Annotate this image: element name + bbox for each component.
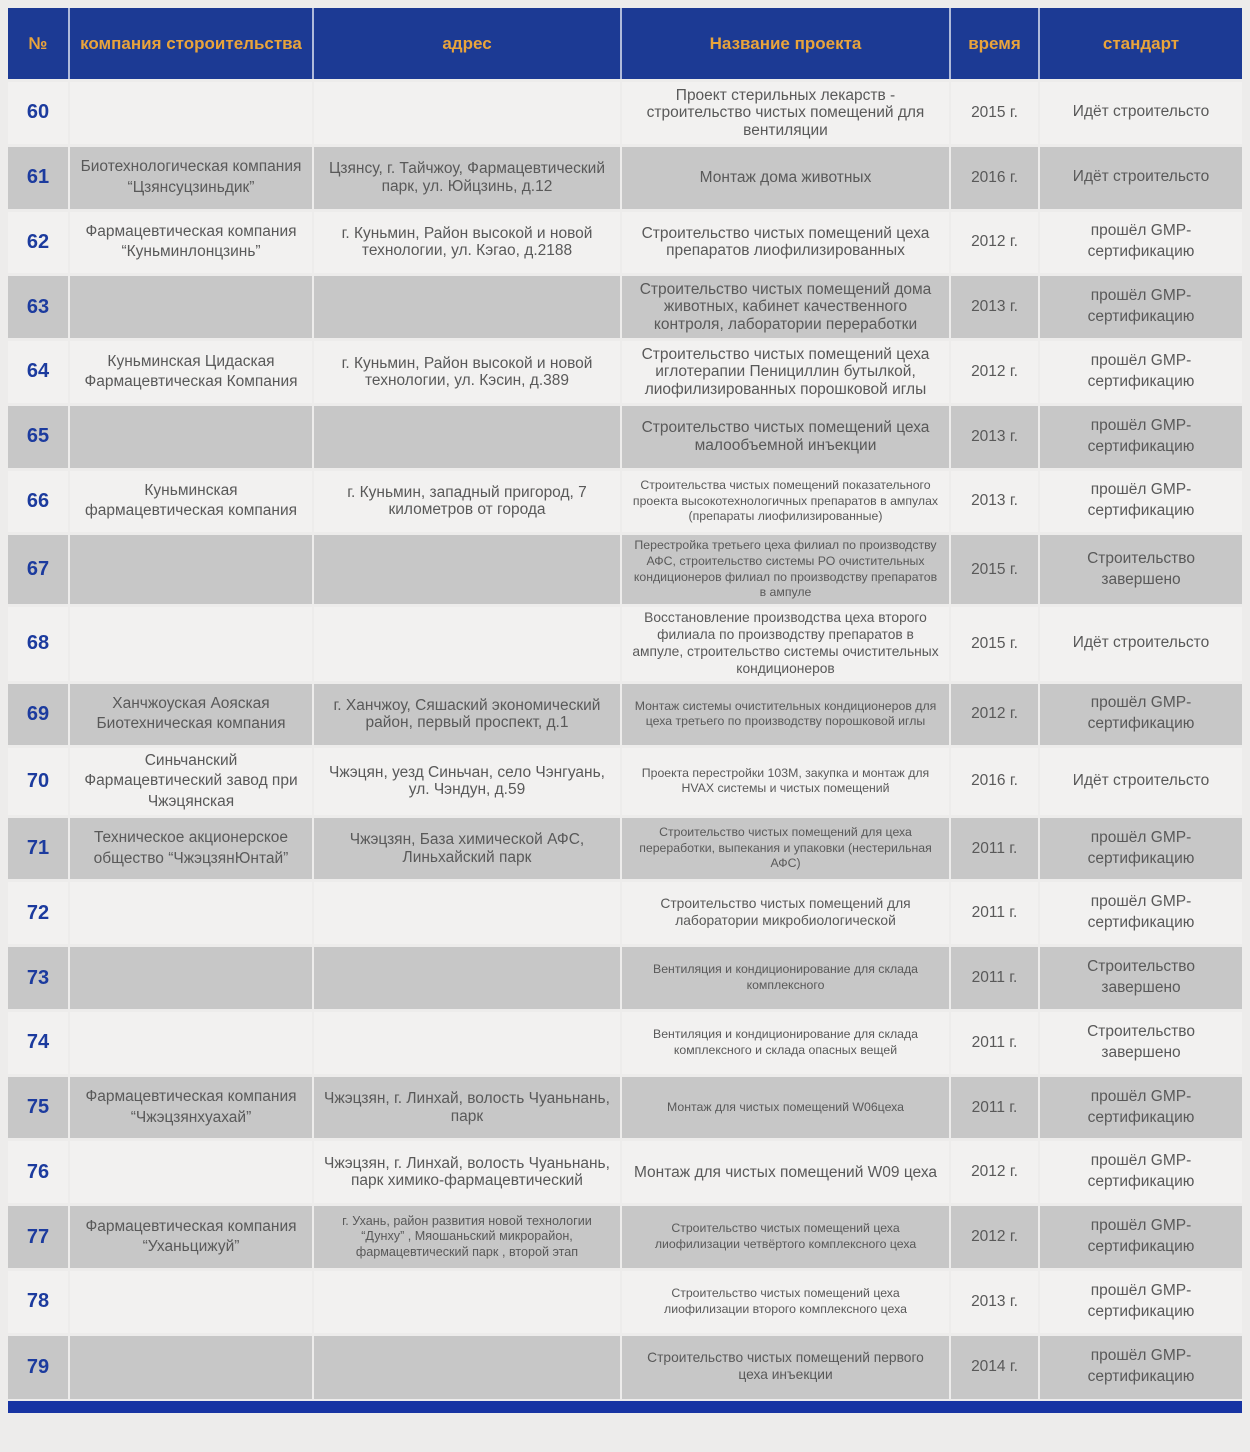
standard-text: прошёл GMP-сертификацию bbox=[1087, 1087, 1195, 1126]
cell-company bbox=[69, 881, 313, 946]
standard-text: Идёт строительсто bbox=[1072, 103, 1210, 121]
table-row bbox=[8, 1269, 1242, 1334]
cell-num: 61 bbox=[8, 145, 69, 210]
cell-address: г. Ханчжоу, Сяшаский экономический район, первый проспект, д.1 bbox=[313, 682, 621, 747]
cell-address: г. Куньмин, западный пригород, 7 километров от города bbox=[313, 469, 621, 534]
cell-time: 2012 г. bbox=[950, 340, 1039, 405]
cell-address bbox=[313, 606, 621, 682]
cell-time: 2011 г. bbox=[950, 881, 1039, 946]
cell-time: 2011 г. bbox=[950, 816, 1039, 881]
standard-text: Строительство завершено bbox=[1087, 958, 1195, 997]
document-page bbox=[0, 8, 1250, 1452]
standard-text: прошёл GMP-сертификацию bbox=[1087, 694, 1195, 733]
cell-address bbox=[313, 1269, 621, 1334]
standard-text: прошёл GMP-сертификацию bbox=[1087, 893, 1195, 932]
table-row bbox=[8, 682, 1242, 747]
cell-time: 2015 г. bbox=[950, 534, 1039, 606]
cell-standard bbox=[1039, 275, 1242, 340]
standard-text: Идёт строительсто bbox=[1072, 772, 1210, 789]
cell-address: Чжэцзян, г. Линхай, волость Чуаньнань, парк bbox=[313, 1075, 621, 1140]
cell-project: Вентиляция и кондиционирование для склада комплексного и склада опасных вещей bbox=[621, 1010, 950, 1075]
cell-company bbox=[69, 1140, 313, 1205]
standard-text: Идёт строительсто bbox=[1072, 168, 1210, 186]
cell-standard bbox=[1039, 946, 1242, 1011]
table-row bbox=[8, 816, 1242, 881]
cell-project: Монтаж системы очистительных кондиционеров для цеха третьего по производству порошковой иглы bbox=[621, 682, 950, 747]
cell-company bbox=[69, 404, 313, 469]
cell-num: 73 bbox=[8, 946, 69, 1011]
cell-time: 2011 г. bbox=[950, 946, 1039, 1011]
cell-time: 2014 г. bbox=[950, 1334, 1039, 1399]
cell-project: Монтаж для чистых помещений W09 цеха bbox=[621, 1140, 950, 1205]
cell-project: Перестройка третьего цеха филиал по производству АФС, строительство системы РО очистительных кондиционеров филиал по производству препаратов в ампуле bbox=[621, 534, 950, 606]
cell-num: 63 bbox=[8, 275, 69, 340]
standard-text: прошёл GMP-сертификацию bbox=[1087, 222, 1195, 261]
cell-num: 68 bbox=[8, 606, 69, 682]
cell-standard bbox=[1039, 1075, 1242, 1140]
standard-text: прошёл GMP-сертификацию bbox=[1087, 351, 1195, 390]
table-row bbox=[8, 145, 1242, 210]
cell-time: 2012 г. bbox=[950, 1205, 1039, 1270]
header-standard: стандарт bbox=[1039, 8, 1242, 81]
cell-time: 2013 г. bbox=[950, 469, 1039, 534]
header-company: компания стороительства bbox=[69, 8, 313, 81]
cell-address bbox=[313, 1010, 621, 1075]
cell-address: г. Куньмин, Район высокой и новой технологии, ул. Кэгао, д.2188 bbox=[313, 210, 621, 275]
cell-num: 60 bbox=[8, 81, 69, 146]
cell-address: Цзянсу, г. Тайчжоу, Фармацевтический парк, ул. Юйцзинь, д.12 bbox=[313, 145, 621, 210]
table-row bbox=[8, 1140, 1242, 1205]
cell-project: Строительство чистых помещений для цеха переработки, выпекания и упаковки (нестерильная АФС) bbox=[621, 816, 950, 881]
cell-company: Фармацевтическая компания “Чжэцзянхуахай” bbox=[69, 1075, 313, 1140]
cell-num: 77 bbox=[8, 1205, 69, 1270]
cell-address: Чжэцян, уезд Синьчан, село Чэнгуань, ул. Чэндун, д.59 bbox=[313, 747, 621, 816]
cell-company: Куньминская фармацевтическая компания bbox=[69, 469, 313, 534]
table-row bbox=[8, 81, 1242, 146]
header-project: Название проекта bbox=[621, 8, 950, 81]
table-row bbox=[8, 469, 1242, 534]
table-row bbox=[8, 747, 1242, 816]
cell-address bbox=[313, 881, 621, 946]
standard-text: Идёт строительсто bbox=[1072, 634, 1210, 652]
cell-time: 2013 г. bbox=[950, 275, 1039, 340]
cell-standard bbox=[1039, 682, 1242, 747]
table-header-row bbox=[8, 8, 1242, 81]
table-row bbox=[8, 534, 1242, 606]
cell-num: 66 bbox=[8, 469, 69, 534]
cell-project: Строительство чистых помещений первого цеха инъекции bbox=[621, 1334, 950, 1399]
table-row bbox=[8, 275, 1242, 340]
table-row bbox=[8, 1075, 1242, 1140]
cell-standard bbox=[1039, 404, 1242, 469]
table-row bbox=[8, 606, 1242, 682]
cell-address: г. Ухань, район развития новой технологии “Дунху” , Мяошаньский микрорайон, фармацевтический парк , второй этап bbox=[313, 1205, 621, 1270]
cell-project: Проекта перестройки 103М, закупка и монтаж для HVAX системы и чистых помещений bbox=[621, 747, 950, 816]
cell-time: 2016 г. bbox=[950, 145, 1039, 210]
cell-standard bbox=[1039, 340, 1242, 405]
cell-time: 2012 г. bbox=[950, 210, 1039, 275]
cell-time: 2016 г. bbox=[950, 747, 1039, 816]
cell-time: 2015 г. bbox=[950, 606, 1039, 682]
cell-address: Чжэцзян, г. Линхай, волость Чуаньнань, парк химико-фармацевтический bbox=[313, 1140, 621, 1205]
table-row bbox=[8, 404, 1242, 469]
cell-num: 71 bbox=[8, 816, 69, 881]
cell-standard bbox=[1039, 606, 1242, 682]
cell-company bbox=[69, 606, 313, 682]
cell-standard bbox=[1039, 210, 1242, 275]
cell-project: Строительство чистых помещений цеха лиофилизации второго комплексного цеха bbox=[621, 1269, 950, 1334]
cell-time: 2012 г. bbox=[950, 682, 1039, 747]
cell-project: Строительство чистых помещений дома животных, кабинет качественного контроля, лаборатории переработки bbox=[621, 275, 950, 340]
table-row bbox=[8, 1010, 1242, 1075]
cell-company bbox=[69, 1010, 313, 1075]
standard-text: прошёл GMP-сертификацию bbox=[1087, 1281, 1195, 1320]
standard-text: Строительство завершено bbox=[1087, 549, 1195, 588]
cell-standard bbox=[1039, 1010, 1242, 1075]
table-row bbox=[8, 1205, 1242, 1270]
cell-company bbox=[69, 534, 313, 606]
cell-num: 72 bbox=[8, 881, 69, 946]
cell-company: Техническое акционерское общество “ЧжэцзянЮнтай” bbox=[69, 816, 313, 881]
cell-project: Восстановление производства цеха второго филиала по производству препаратов в ампуле, строительство системы очистительных кондиционеров bbox=[621, 606, 950, 682]
header-num: № bbox=[8, 8, 69, 81]
cell-project: Монтаж дома животных bbox=[621, 145, 950, 210]
table-row bbox=[8, 1334, 1242, 1399]
cell-address: Чжэцзян, База химической АФС, Линьхайский парк bbox=[313, 816, 621, 881]
cell-company: Ханчжоуская Аояская Биотехническая компания bbox=[69, 682, 313, 747]
cell-project: Строительство чистых помещений цеха лиофилизации четвёртого комплексного цеха bbox=[621, 1205, 950, 1270]
cell-num: 78 bbox=[8, 1269, 69, 1334]
standard-text: прошёл GMP-сертификацию bbox=[1087, 287, 1195, 326]
cell-time: 2011 г. bbox=[950, 1075, 1039, 1140]
cell-company: Куньминская Цидаская Фармацевтическая Компания bbox=[69, 340, 313, 405]
header-address: адрес bbox=[313, 8, 621, 81]
standard-text: прошёл GMP-сертификацию bbox=[1087, 481, 1195, 520]
cell-num: 69 bbox=[8, 682, 69, 747]
standard-text: прошёл GMP-сертификацию bbox=[1087, 1217, 1195, 1256]
cell-num: 79 bbox=[8, 1334, 69, 1399]
cell-num: 74 bbox=[8, 1010, 69, 1075]
cell-address bbox=[313, 81, 621, 146]
cell-address bbox=[313, 534, 621, 606]
table-row bbox=[8, 340, 1242, 405]
cell-address bbox=[313, 404, 621, 469]
cell-address bbox=[313, 1334, 621, 1399]
construction-projects-table bbox=[8, 8, 1242, 1399]
cell-num: 70 bbox=[8, 747, 69, 816]
cell-project: Проект стерильных лекарств - строительство чистых помещений для вентиляции bbox=[621, 81, 950, 146]
table-row bbox=[8, 881, 1242, 946]
table-row bbox=[8, 210, 1242, 275]
cell-standard bbox=[1039, 469, 1242, 534]
cell-time: 2013 г. bbox=[950, 404, 1039, 469]
cell-project: Строительства чистых помещений показательного проекта высокотехнологичных препаратов в ампулах (препараты лиофилизированные) bbox=[621, 469, 950, 534]
table-row bbox=[8, 946, 1242, 1011]
cell-time: 2011 г. bbox=[950, 1010, 1039, 1075]
cell-project: Строительство чистых помещений цеха иглотерапии Пенициллин бутылкой, лиофилизированных порошковой иглы bbox=[621, 340, 950, 405]
cell-project: Монтаж для чистых помещений W06цеха bbox=[621, 1075, 950, 1140]
cell-standard bbox=[1039, 1205, 1242, 1270]
cell-company: Фармацевтическая компания “Куньминлонцзинь” bbox=[69, 210, 313, 275]
cell-standard bbox=[1039, 1269, 1242, 1334]
cell-num: 64 bbox=[8, 340, 69, 405]
cell-company: Биотехнологическая компания “Цзянсуцзиньдик” bbox=[69, 145, 313, 210]
cell-address bbox=[313, 946, 621, 1011]
cell-num: 76 bbox=[8, 1140, 69, 1205]
cell-standard bbox=[1039, 1334, 1242, 1399]
cell-standard bbox=[1039, 145, 1242, 210]
footer-bar bbox=[8, 1401, 1242, 1413]
cell-project: Вентиляция и кондиционирование для склада комплексного bbox=[621, 946, 950, 1011]
cell-project: Строительство чистых помещений цеха малообъемной инъекции bbox=[621, 404, 950, 469]
cell-company bbox=[69, 81, 313, 146]
standard-text: прошёл GMP-сертификацию bbox=[1087, 416, 1195, 455]
cell-time: 2015 г. bbox=[950, 81, 1039, 146]
standard-text: Строительство завершено bbox=[1087, 1022, 1195, 1061]
cell-standard bbox=[1039, 1140, 1242, 1205]
cell-company bbox=[69, 1269, 313, 1334]
cell-time: 2013 г. bbox=[950, 1269, 1039, 1334]
cell-num: 67 bbox=[8, 534, 69, 606]
cell-num: 75 bbox=[8, 1075, 69, 1140]
standard-text: прошёл GMP-сертификацию bbox=[1087, 1347, 1195, 1386]
cell-num: 65 bbox=[8, 404, 69, 469]
cell-standard bbox=[1039, 534, 1242, 606]
cell-company: Фармацевтическая компания “Уханьцижуй” bbox=[69, 1205, 313, 1270]
cell-standard bbox=[1039, 81, 1242, 146]
cell-standard bbox=[1039, 881, 1242, 946]
header-time: время bbox=[950, 8, 1039, 81]
cell-company bbox=[69, 946, 313, 1011]
cell-company bbox=[69, 1334, 313, 1399]
standard-text: прошёл GMP-сертификацию bbox=[1087, 828, 1195, 867]
cell-company: Синьчанский Фармацевтический завод при Чжэцянская bbox=[69, 747, 313, 816]
cell-address bbox=[313, 275, 621, 340]
standard-text: прошёл GMP-сертификацию bbox=[1087, 1152, 1195, 1191]
cell-standard bbox=[1039, 816, 1242, 881]
cell-address: г. Куньмин, Район высокой и новой технологии, ул. Кэсин, д.389 bbox=[313, 340, 621, 405]
cell-standard bbox=[1039, 747, 1242, 816]
cell-num: 62 bbox=[8, 210, 69, 275]
cell-company bbox=[69, 275, 313, 340]
cell-project: Строительство чистых помещений для лаборатории микробиологической bbox=[621, 881, 950, 946]
cell-time: 2012 г. bbox=[950, 1140, 1039, 1205]
cell-project: Строительство чистых помещений цеха препаратов лиофилизированных bbox=[621, 210, 950, 275]
